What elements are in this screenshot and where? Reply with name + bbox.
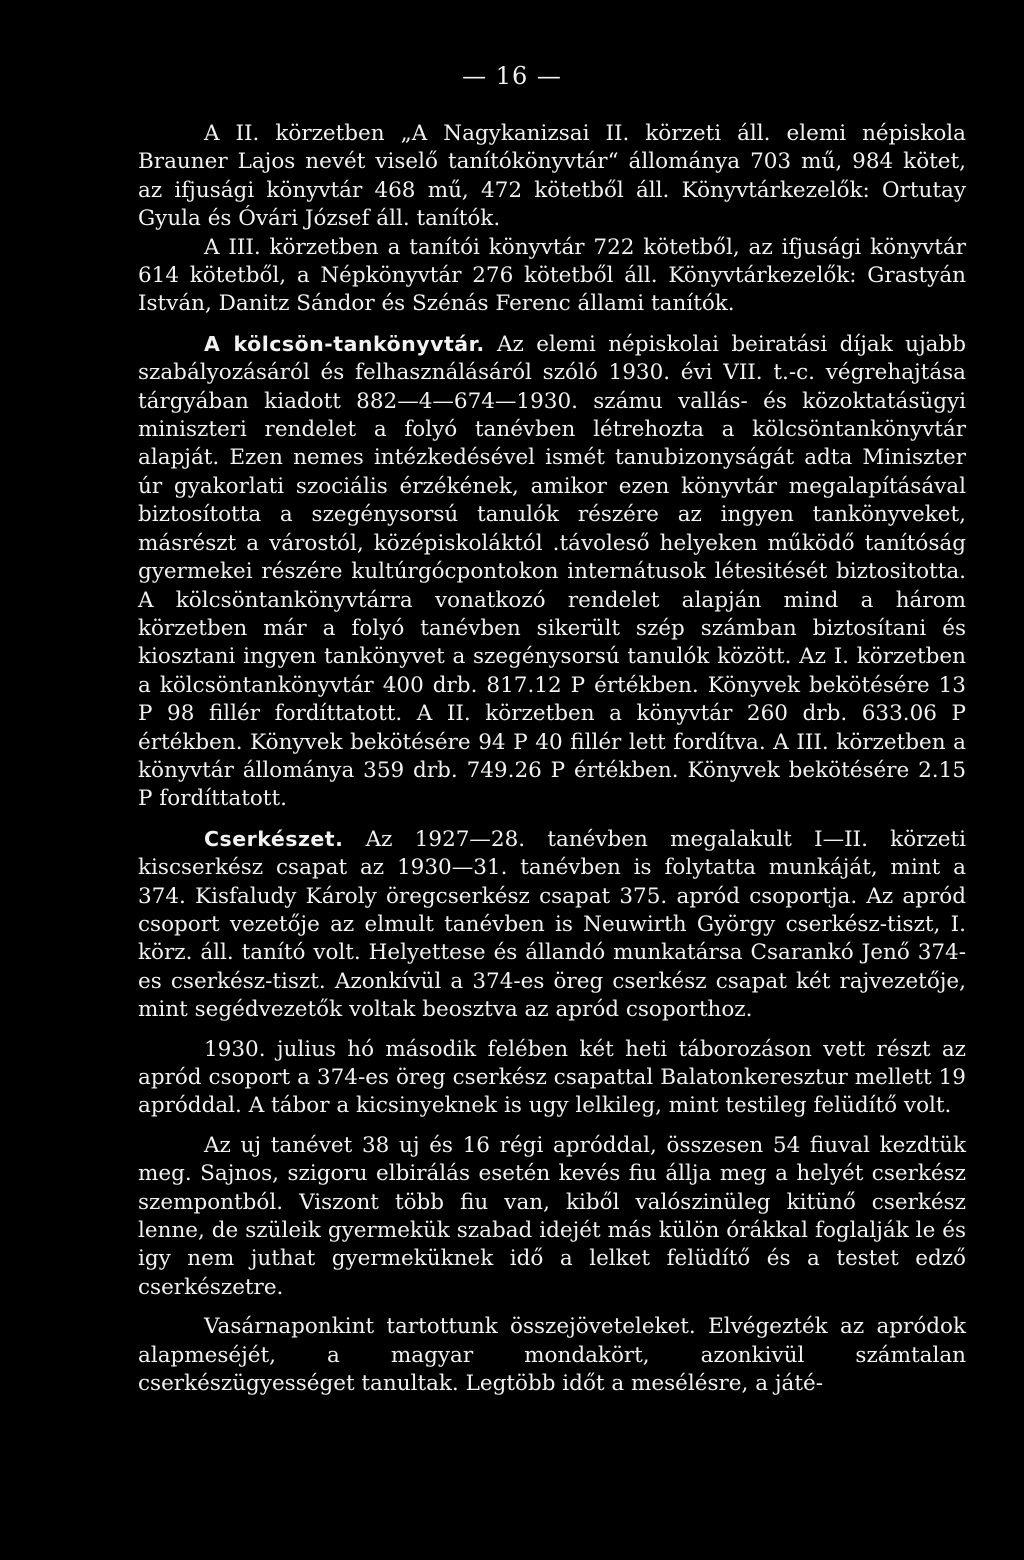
section-heading-scouting: Cserkészet. (204, 826, 344, 851)
paragraph-summer-camp: 1930. julius hó második felében két heti táborozáson vett részt az apród csoport a 374-es öreg cserkész csapattal Balatonkeresztur mellett 19 apróddal. A tábor a kicsinyeknek is ugy lelkileg, mint testileg felüdítő volt. (138, 1036, 966, 1119)
paragraph-sunday-meetings: Vasárnaponkint tartottunk összejöveteleket. Elvégezték az apródok alapmeséjét, a magyar mondakört, azonkivül számtalan cserkészügyességet tanultak. Legtöbb időt a mesélésre, a játé- (138, 1314, 966, 1397)
paragraph-scouting (138, 825, 966, 1025)
text-column (138, 120, 966, 1398)
paragraph-library-district-3: A III. körzetben a tanítói könyvtár 722 kötetből, az ifjusági könyvtár 614 kötetből, a Népkönyvtár 276 kötetből áll. Könyvtárkezelők: Grastyán István, Danitz Sándor és Szénás Ferenc állami tanítók. (138, 234, 966, 317)
paragraph-library-district-2: A II. körzetben „A Nagykanizsai II. körzeti áll. elemi népiskola Brauner Lajos nevét viselő tanítókönyvtár“ állománya 703 mű, 984 kötet, az ifjusági könyvtár 468 mű, 472 kötetből áll. Könyvtárkezelők: Ortutay Gyula és Óvári József áll. tanítók. (138, 121, 966, 232)
paragraph-loan-textbook-library (138, 330, 966, 814)
paragraph-new-school-year: Az uj tanévet 38 uj és 16 régi apróddal, összesen 54 fiuval kezdtük meg. Sajnos, szigoru elbirálás esetén kevés fiu állja meg a helyét cserkész szempontból. Viszont több fiu van, kiből valószinüleg kitünő cserkész lenne, de szüleik gyermekük szabad idejét más külön órákkal foglalják le és igy nem juthat gyermeküknek idő a lelket felüdítő és a testet edző cserkészetre. (138, 1132, 966, 1300)
paragraph-text: Az elemi népiskolai beiratási díjak ujabb szabályozásáról és felhasználásáról szóló 1930. évi VII. t.-c. végrehajtása tárgyában kiadott 882—4—674—1930. számu vallás- és közoktatásügyi miniszteri rendelet a folyó tanévben létrehozta a kölcsöntankönyvtár alapját. Ezen nemes intézkedésével ismét tanubizonyságát adta Miniszter úr gyakorlati szociális érzékének, amikor ezen könyvtár megalapításával biztosította a szegénysorsú tanulók részére az ingyen tankönyveket, másrészt a várostól, középiskoláktól .távoleső helyeken működő tanítóság gyermekei részére kultúrgócpontokon internátusok létesitését biztositotta. A kölcsöntankönyvtárra vonatkozó rendelet alapján mind a három körzetben már a folyó tanévben sikerült szép számban biztosítani és kiosztani ingyen tankönyvet a szegénysorsú tanulók között. Az I. körzetben a kölcsöntankönyvtár 400 drb. 817.12 P értékben. Könyvek bekötésére 13 P 98 fillér fordíttatott. A II. körzetben a könyvtár 260 drb. 633.06 P értékben. Könyvek bekötésére 94 P 40 fillér lett fordítva. A III. körzetben a könyvtár állománya 359 drb. 749.26 P értékben. Könyvek bekötésére 2.15 P fordíttatott. (138, 331, 966, 812)
page-number: — 16 — (462, 62, 562, 90)
section-heading-loan-textbook-library: A kölcsön-tankönyvtár. (204, 331, 485, 356)
paragraph-text: Az 1927—28. tanévben megalakult I—II. körzeti kiscserkész csapat az 1930—31. tanévben is folytatta munkáját, mint a 374. Kisfaludy Károly öregcserkész csapat 375. apród csoportja. Az apród csoport vezetője az elmult tanévben is Neuwirth György cserkész-tiszt, I. körz. áll. tanító volt. Helyettese és állandó munkatársa Csarankó Jenő 374-es cserkész-tiszt. Azonkívül a 374-es öreg cserkész csapat két rajvezetője, mint segédvezetők voltak beosztva az apród csoporthoz. (138, 826, 966, 1023)
